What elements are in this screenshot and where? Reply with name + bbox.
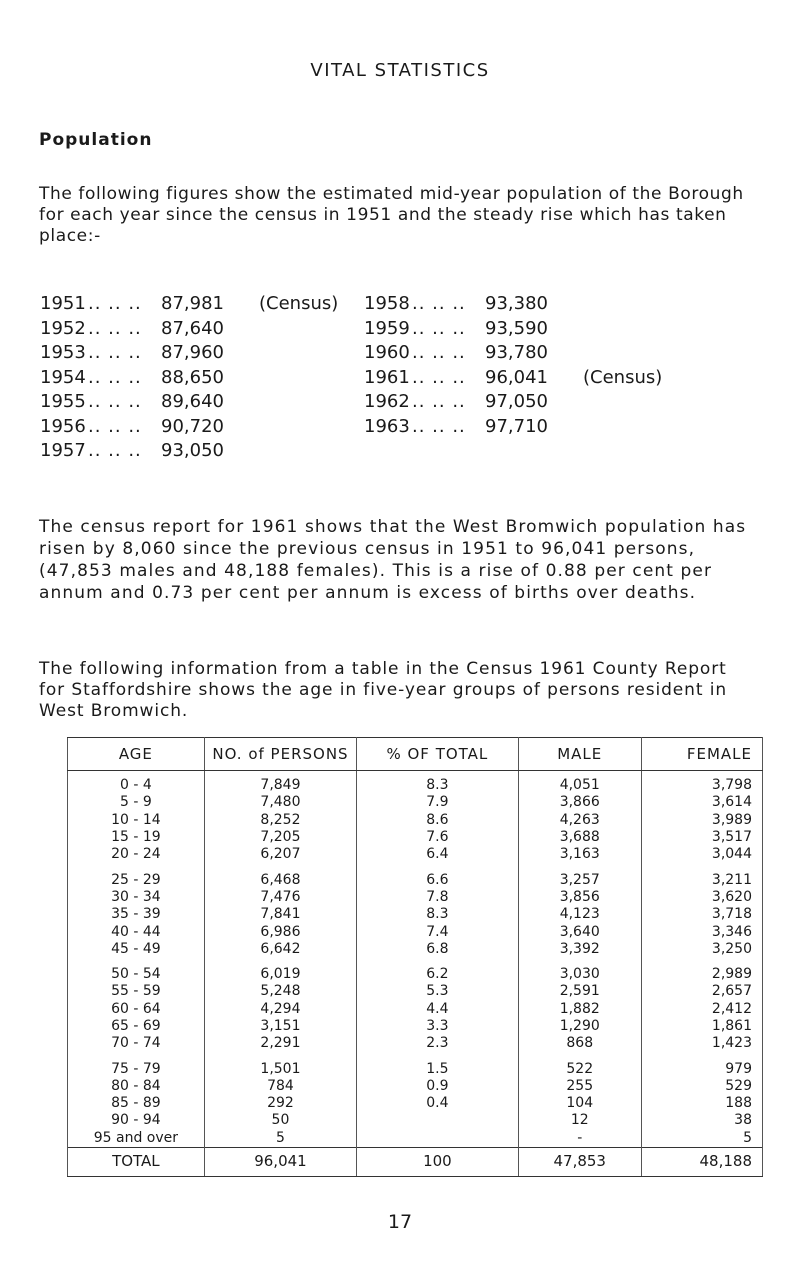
cell-male: 3,856 xyxy=(518,889,641,906)
cell-female: 2,412 xyxy=(641,1001,762,1018)
population-year: 1962 xyxy=(364,391,410,412)
population-year: 1959 xyxy=(364,317,410,339)
leader-dots: .. .. .. xyxy=(88,391,142,412)
group-spacer xyxy=(68,1052,763,1060)
cell-female: 38 xyxy=(641,1112,762,1129)
table-row xyxy=(68,983,763,1000)
population-note xyxy=(255,415,259,440)
cell-age: 25 - 29 xyxy=(68,871,205,888)
table-row xyxy=(68,1035,763,1052)
table-row xyxy=(68,966,763,983)
cell-percent: 0.4 xyxy=(357,1095,518,1112)
population-note xyxy=(255,366,259,391)
cell-male: 3,866 xyxy=(518,794,641,811)
cell-female: 3,718 xyxy=(641,906,762,923)
table-row xyxy=(68,846,763,863)
cell-female: 3,211 xyxy=(641,871,762,888)
cell-age: 80 - 84 xyxy=(68,1078,205,1095)
population-value: 87,640 xyxy=(161,317,224,339)
cell-age: 60 - 64 xyxy=(68,1001,205,1018)
cell-age: 30 - 34 xyxy=(68,889,205,906)
cell-female: 979 xyxy=(641,1060,762,1077)
cell-percent: 3.3 xyxy=(357,1018,518,1035)
cell-age: 15 - 19 xyxy=(68,829,205,846)
cell-age: 55 - 59 xyxy=(68,983,205,1000)
leader-dots: .. .. .. xyxy=(88,366,142,388)
population-row xyxy=(364,292,662,317)
cell-male: 3,392 xyxy=(518,941,641,958)
cell-age: 0 - 4 xyxy=(68,771,205,795)
cell-female: 1,861 xyxy=(641,1018,762,1035)
cell-persons: 3,151 xyxy=(204,1018,356,1035)
population-note xyxy=(255,390,259,415)
population-year: 1961 xyxy=(364,366,410,388)
cell-age: 70 - 74 xyxy=(68,1035,205,1052)
table-row xyxy=(68,1001,763,1018)
cell-percent xyxy=(357,1130,518,1148)
intro-paragraph: The following figures show the estimated mid-year population of the Borough for each year since the census in 1951 and the steady rise which has taken place:- xyxy=(39,184,744,246)
cell-female: 3,250 xyxy=(641,941,762,958)
table-row xyxy=(68,771,763,795)
population-note: (Census) xyxy=(583,366,663,388)
cell-female: 3,989 xyxy=(641,812,762,829)
age-groups-table xyxy=(67,737,763,1177)
population-value: 90,720 xyxy=(161,415,224,437)
cell-persons: 7,480 xyxy=(204,794,356,811)
population-note xyxy=(579,390,583,415)
page-number: 17 xyxy=(387,1211,413,1233)
header-male: MALE xyxy=(518,738,641,771)
population-row xyxy=(40,341,338,366)
table-header-row xyxy=(68,738,763,771)
cell-percent xyxy=(357,1112,518,1129)
table-row xyxy=(68,941,763,958)
population-value: 97,050 xyxy=(485,391,548,412)
population-year: 1952 xyxy=(40,317,86,339)
population-row xyxy=(40,366,338,391)
cell-persons: 6,468 xyxy=(204,871,356,888)
population-note xyxy=(255,317,259,342)
population-value: 93,050 xyxy=(161,440,224,461)
cell-male: 868 xyxy=(518,1035,641,1052)
cell-percent: 7.6 xyxy=(357,829,518,846)
cell-female: 529 xyxy=(641,1078,762,1095)
cell-female: 2,989 xyxy=(641,966,762,983)
leader-dots: .. .. .. xyxy=(88,415,142,437)
population-year: 1957 xyxy=(40,440,86,461)
cell-female: 3,620 xyxy=(641,889,762,906)
cell-persons: 6,207 xyxy=(204,846,356,863)
cell-age: 35 - 39 xyxy=(68,906,205,923)
table-row xyxy=(68,889,763,906)
population-value: 87,981 xyxy=(161,293,224,314)
cell-persons: 6,019 xyxy=(204,966,356,983)
group-spacer xyxy=(68,958,763,966)
cell-age: 20 - 24 xyxy=(68,846,205,863)
total-label: TOTAL xyxy=(68,1147,205,1176)
cell-age: 10 - 14 xyxy=(68,812,205,829)
leader-dots: .. .. .. xyxy=(88,440,142,461)
population-year: 1963 xyxy=(364,415,410,437)
cell-female: 3,346 xyxy=(641,923,762,940)
population-note xyxy=(579,341,583,366)
cell-percent: 8.3 xyxy=(357,906,518,923)
population-row xyxy=(40,317,338,342)
cell-age: 85 - 89 xyxy=(68,1095,205,1112)
cell-male: 4,123 xyxy=(518,906,641,923)
cell-persons: 7,841 xyxy=(204,906,356,923)
table-body xyxy=(68,771,763,1148)
cell-percent: 6.4 xyxy=(357,846,518,863)
total-female: 48,188 xyxy=(641,1147,762,1176)
population-note xyxy=(579,292,583,317)
leader-dots: .. .. .. xyxy=(412,391,466,412)
cell-percent: 5.3 xyxy=(357,983,518,1000)
table-row xyxy=(68,1130,763,1148)
table-row xyxy=(68,923,763,940)
total-male: 47,853 xyxy=(518,1147,641,1176)
population-row xyxy=(40,292,338,317)
population-note: (Census) xyxy=(259,293,339,314)
header-female: FEMALE xyxy=(641,738,762,771)
cell-male: 3,688 xyxy=(518,829,641,846)
table-total-row xyxy=(68,1147,763,1176)
leader-dots: .. .. .. xyxy=(412,317,466,339)
table-row xyxy=(68,906,763,923)
cell-persons: 784 xyxy=(204,1078,356,1095)
cell-age: 5 - 9 xyxy=(68,794,205,811)
header-persons: NO. of PERSONS xyxy=(204,738,356,771)
cell-percent: 8.6 xyxy=(357,812,518,829)
population-note xyxy=(255,439,259,464)
table-row xyxy=(68,794,763,811)
table-row xyxy=(68,871,763,888)
cell-female: 3,517 xyxy=(641,829,762,846)
cell-male: - xyxy=(518,1130,641,1148)
population-row xyxy=(364,390,662,415)
cell-female: 3,044 xyxy=(641,846,762,863)
table-row xyxy=(68,1112,763,1129)
page-title: VITAL STATISTICS xyxy=(310,60,490,81)
cell-persons: 7,205 xyxy=(204,829,356,846)
population-year: 1955 xyxy=(40,391,86,412)
cell-persons: 7,476 xyxy=(204,889,356,906)
leader-dots: .. .. .. xyxy=(412,366,466,388)
cell-persons: 6,642 xyxy=(204,941,356,958)
cell-persons: 50 xyxy=(204,1112,356,1129)
cell-persons: 4,294 xyxy=(204,1001,356,1018)
cell-male: 3,257 xyxy=(518,871,641,888)
cell-female: 2,657 xyxy=(641,983,762,1000)
cell-age: 45 - 49 xyxy=(68,941,205,958)
cell-percent: 8.3 xyxy=(357,771,518,795)
cell-age: 50 - 54 xyxy=(68,966,205,983)
cell-percent: 6.2 xyxy=(357,966,518,983)
header-percent: % OF TOTAL xyxy=(357,738,518,771)
leader-dots: .. .. .. xyxy=(412,293,466,314)
population-value: 93,780 xyxy=(485,342,548,363)
cell-male: 3,640 xyxy=(518,923,641,940)
cell-percent: 6.6 xyxy=(357,871,518,888)
cell-male: 12 xyxy=(518,1112,641,1129)
table-row xyxy=(68,1095,763,1112)
cell-male: 1,290 xyxy=(518,1018,641,1035)
cell-female: 188 xyxy=(641,1095,762,1112)
population-year: 1953 xyxy=(40,342,86,363)
cell-male: 3,163 xyxy=(518,846,641,863)
cell-female: 5 xyxy=(641,1130,762,1148)
census-paragraph: The census report for 1961 shows that the West Bromwich population has risen by 8,060 since the previous census in 1951 to 96,041 persons, (47,853 males and 48,188 females). This is a rise of 0.88 per cent per annum and 0.73 per cent per annum is excess of births over deaths. xyxy=(39,517,747,603)
cell-male: 2,591 xyxy=(518,983,641,1000)
population-year: 1951 xyxy=(40,293,86,314)
population-value: 97,710 xyxy=(485,415,548,437)
table-row xyxy=(68,1060,763,1077)
population-row xyxy=(364,366,662,391)
population-note xyxy=(579,317,583,342)
population-value: 87,960 xyxy=(161,342,224,363)
cell-percent: 0.9 xyxy=(357,1078,518,1095)
cell-percent: 4.4 xyxy=(357,1001,518,1018)
table-row xyxy=(68,1078,763,1095)
cell-persons: 7,849 xyxy=(204,771,356,795)
population-year: 1958 xyxy=(364,293,410,314)
cell-male: 4,051 xyxy=(518,771,641,795)
population-row xyxy=(40,439,338,464)
population-note xyxy=(579,415,583,440)
cell-persons: 6,986 xyxy=(204,923,356,940)
cell-age: 95 and over xyxy=(68,1130,205,1148)
population-row xyxy=(40,415,338,440)
leader-dots: .. .. .. xyxy=(412,342,466,363)
total-percent: 100 xyxy=(357,1147,518,1176)
population-list-right xyxy=(364,292,662,439)
table-row xyxy=(68,829,763,846)
leader-dots: .. .. .. xyxy=(88,293,142,314)
population-value: 89,640 xyxy=(161,391,224,412)
cell-percent: 6.8 xyxy=(357,941,518,958)
cell-persons: 292 xyxy=(204,1095,356,1112)
cell-male: 1,882 xyxy=(518,1001,641,1018)
cell-percent: 7.4 xyxy=(357,923,518,940)
cell-percent: 1.5 xyxy=(357,1060,518,1077)
group-spacer xyxy=(68,863,763,871)
population-row xyxy=(364,317,662,342)
cell-female: 3,614 xyxy=(641,794,762,811)
cell-male: 4,263 xyxy=(518,812,641,829)
cell-persons: 1,501 xyxy=(204,1060,356,1077)
total-persons: 96,041 xyxy=(204,1147,356,1176)
leader-dots: .. .. .. xyxy=(412,415,466,437)
population-year: 1956 xyxy=(40,415,86,437)
cell-persons: 2,291 xyxy=(204,1035,356,1052)
cell-persons: 5,248 xyxy=(204,983,356,1000)
header-age: AGE xyxy=(68,738,205,771)
info-paragraph: The following information from a table in the Census 1961 County Report for Staffordshire shows the age in five-year groups of persons resident in West Bromwich. xyxy=(39,659,728,721)
population-row xyxy=(40,390,338,415)
cell-age: 90 - 94 xyxy=(68,1112,205,1129)
cell-percent: 2.3 xyxy=(357,1035,518,1052)
cell-age: 75 - 79 xyxy=(68,1060,205,1077)
population-year: 1954 xyxy=(40,366,86,388)
population-value: 93,380 xyxy=(485,293,548,314)
population-value: 96,041 xyxy=(485,366,548,388)
cell-age: 40 - 44 xyxy=(68,923,205,940)
population-list-left xyxy=(40,292,338,464)
section-heading: Population xyxy=(39,130,153,150)
population-note xyxy=(255,341,259,366)
population-value: 93,590 xyxy=(485,317,548,339)
cell-persons: 8,252 xyxy=(204,812,356,829)
cell-male: 522 xyxy=(518,1060,641,1077)
leader-dots: .. .. .. xyxy=(88,342,142,363)
cell-age: 65 - 69 xyxy=(68,1018,205,1035)
cell-male: 3,030 xyxy=(518,966,641,983)
population-value: 88,650 xyxy=(161,366,224,388)
cell-percent: 7.8 xyxy=(357,889,518,906)
population-year: 1960 xyxy=(364,342,410,363)
leader-dots: .. .. .. xyxy=(88,317,142,339)
population-row xyxy=(364,341,662,366)
cell-female: 3,798 xyxy=(641,771,762,795)
cell-percent: 7.9 xyxy=(357,794,518,811)
population-row xyxy=(364,415,662,440)
cell-male: 255 xyxy=(518,1078,641,1095)
cell-female: 1,423 xyxy=(641,1035,762,1052)
table-row xyxy=(68,1018,763,1035)
cell-persons: 5 xyxy=(204,1130,356,1148)
cell-male: 104 xyxy=(518,1095,641,1112)
table-row xyxy=(68,812,763,829)
